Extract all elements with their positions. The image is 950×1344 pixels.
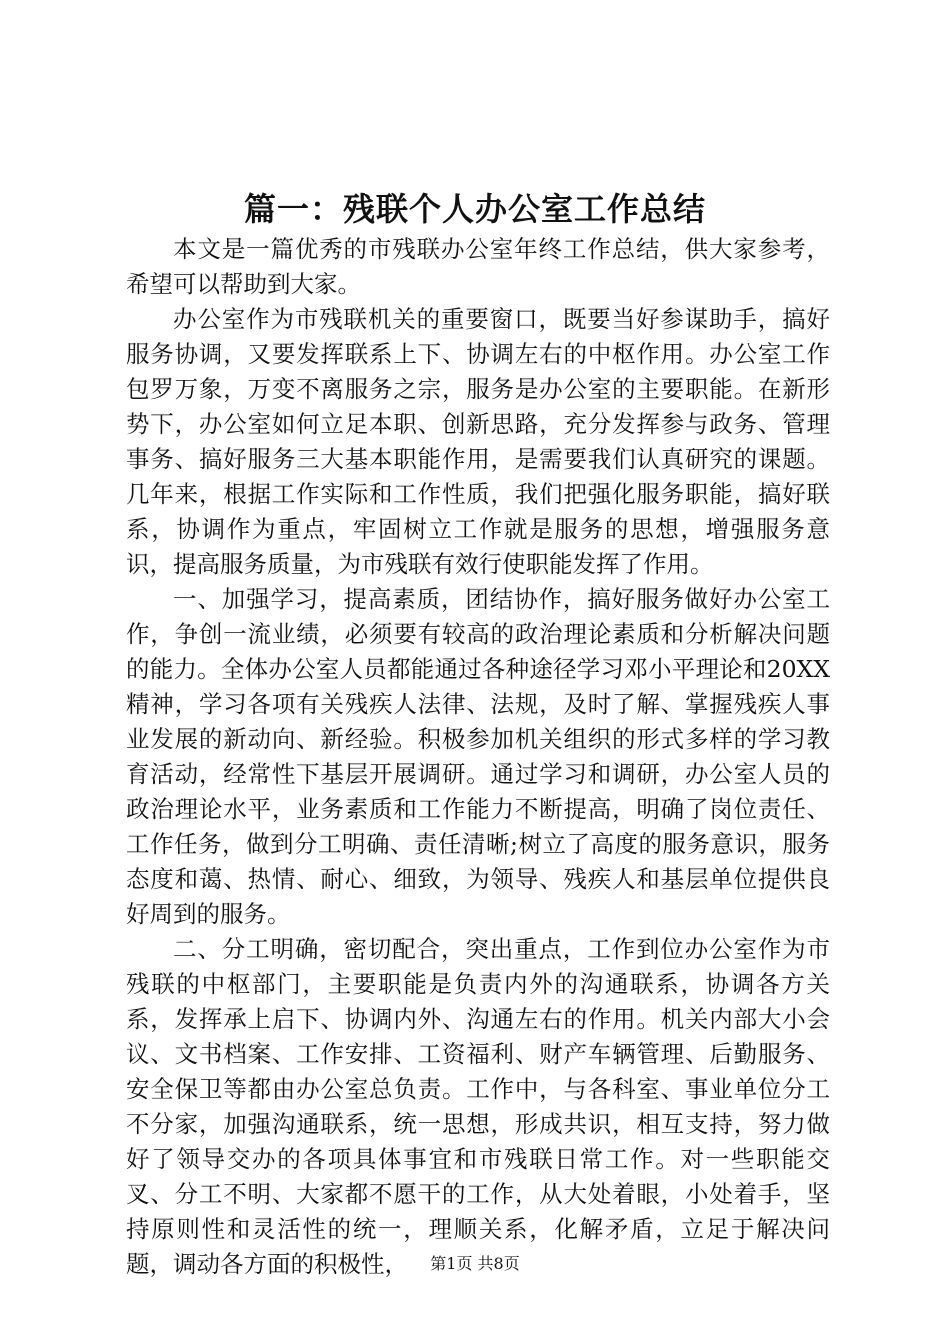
paragraph-intro: 本文是一篇优秀的市残联办公室年终工作总结，供大家参考，希望可以帮助到大家。	[126, 235, 830, 298]
paragraph-section-two: 二、分工明确，密切配合，突出重点，工作到位办公室作为市残联的中枢部门，主要职能是负责内外的沟通联系，协调各方关系，发挥承上启下、协调内外、沟通左右的作用。机关内部大小会议、文书档案、工作安排、工资福利、财产车辆管理、后勤服务、安全保卫等都由办公室总负责。工作中，与各科室、事业单位分工不分家，加强沟通联系，统一思想，形成共识，相互支持，努力做好了领导交办的各项具体事宜和市残联日常工作。对一些职能交叉、分工不明、大家都不愿干的工作，从大处着眼，小处着手，坚持原则性和灵活性的统一，理顺关系，化解矛盾，立足于解决问题，调动各方面的积极性，	[126, 935, 830, 1278]
paragraph-overview: 办公室作为市残联机关的重要窗口，既要当好参谋助手，搞好服务协调，又要发挥联系上下、协调左右的中枢作用。办公室工作包罗万象，万变不离服务之宗，服务是办公室的主要职能。在新形势下，办公室如何立足本职、创新思路，充分发挥参与政务、管理事务、搞好服务三大基本职能作用，是需要我们认真研究的课题。几年来，根据工作实际和工作性质，我们把强化服务职能，搞好联系，协调作为重点，牢固树立工作就是服务的思想，增强服务意识，提高服务质量，为市残联有效行使职能发挥了作用。	[126, 305, 830, 578]
document-body	[126, 232, 830, 1282]
document-title: 篇一：残联个人办公室工作总结	[243, 190, 706, 228]
paragraph-section-one: 一、加强学习，提高素质，团结协作，搞好服务做好办公室工作，争创一流业绩，必须要有较高的政治理论素质和分析解决问题的能力。全体办公室人员都能通过各种途径学习邓小平理论和20XX精神，学习各项有关残疾人法律、法规，及时了解、掌握残疾人事业发展的新动向、新经验。积极参加机关组织的形式多样的学习教育活动，经常性下基层开展调研。通过学习和调研，办公室人员的政治理论水平，业务素质和工作能力不断提高，明确了岗位责任、工作任务，做到分工明确、责任清晰;树立了高度的服务意识，服务态度和蔼、热情、耐心、细致，为领导、残疾人和基层单位提供良好周到的服务。	[126, 585, 830, 928]
page-footer: 第1页 共8页	[430, 1254, 520, 1273]
